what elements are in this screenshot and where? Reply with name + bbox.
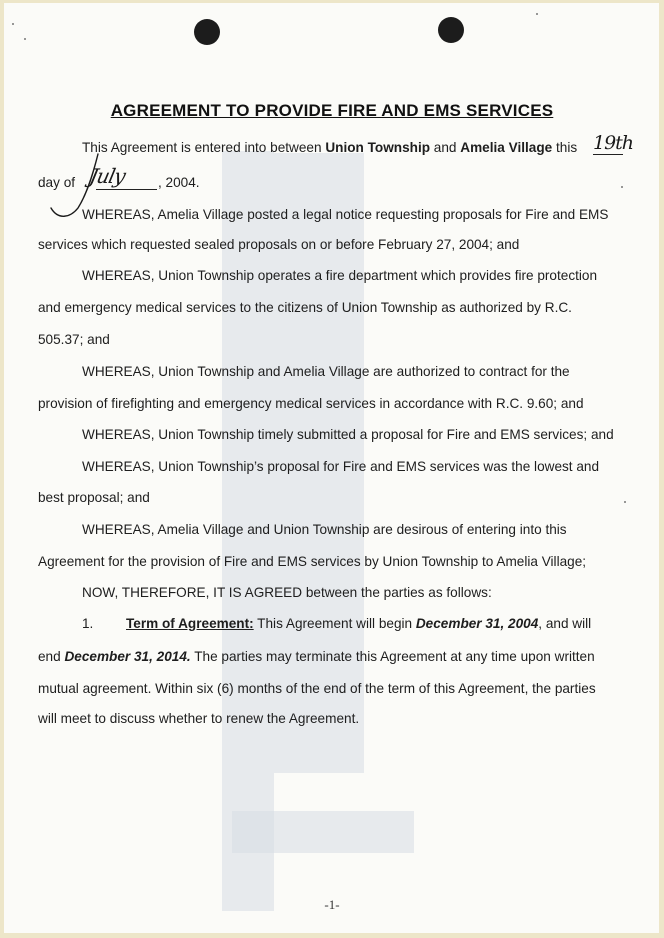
section-text-2: , and will <box>538 616 592 631</box>
party-amelia-village: Amelia Village <box>460 140 553 155</box>
scan-speck <box>536 13 538 15</box>
whereas-5-line-1: WHEREAS, Union Township’s proposal for Fire and EMS services was the lowest and <box>82 459 600 474</box>
handwritten-day: 19th <box>593 132 634 154</box>
punch-hole-left <box>194 19 220 45</box>
section-text-3: end <box>38 649 65 664</box>
section-1-line-4: will meet to discuss whether to renew the Agreement. <box>38 711 360 726</box>
scan-speck <box>12 23 14 25</box>
party-union-township: Union Township <box>325 140 431 155</box>
intro-text-c: this <box>552 140 578 155</box>
section-1-line-1 <box>82 615 591 633</box>
whereas-2-line-3: 505.37; and <box>38 332 110 347</box>
section-1-line-3: mutual agreement. Within six (6) months of the end of the term of this Agreement, the parties <box>38 681 596 696</box>
whereas-3-line-2: provision of firefighting and emergency medical services in accordance with R.C. 9.60; and <box>38 396 584 411</box>
section-number: 1. <box>82 616 94 631</box>
intro-text-b: and <box>430 140 461 155</box>
whereas-2-line-2: and emergency medical services to the citizens of Union Township as authorized by R.C. <box>38 300 572 315</box>
start-date: December 31, 2004 <box>415 616 539 631</box>
month-underline <box>96 189 157 190</box>
end-date: December 31, 2014. <box>64 649 191 664</box>
whereas-6-line-2: Agreement for the provision of Fire and EMS services by Union Township to Amelia Village; <box>38 554 587 569</box>
section-text-1: This Agreement will begin <box>253 616 416 631</box>
day-underline <box>593 154 623 155</box>
whereas-6-line-1: WHEREAS, Amelia Village and Union Township are desirous of entering into this <box>82 522 567 537</box>
document-title: AGREEMENT TO PROVIDE FIRE AND EMS SERVICES <box>110 101 554 120</box>
year-text: , 2004. <box>158 175 200 190</box>
section-1-line-2 <box>38 648 595 666</box>
scan-shadow-lower <box>232 811 414 853</box>
now-therefore-line: NOW, THEREFORE, IT IS AGREED between the parties as follows: <box>82 585 492 600</box>
handwritten-month: July <box>48 150 163 222</box>
whereas-4-line-1: WHEREAS, Union Township timely submitted a proposal for Fire and EMS services; and <box>82 427 614 442</box>
whereas-1-line-1: WHEREAS, Amelia Village posted a legal notice requesting proposals for Fire and EMS <box>82 207 609 222</box>
whereas-1-line-2: services which requested sealed proposals on or before February 27, 2004; and <box>38 237 520 252</box>
day-of-label: day of <box>38 175 76 190</box>
section-heading: Term of Agreement: <box>126 616 254 631</box>
page-number: -1- <box>324 897 340 912</box>
scan-speck <box>624 501 626 503</box>
whereas-5-line-2: best proposal; and <box>38 490 150 505</box>
scan-speck <box>621 186 623 188</box>
intro-text-a: This Agreement is entered into between <box>82 140 326 155</box>
whereas-3-line-1: WHEREAS, Union Township and Amelia Village are authorized to contract for the <box>82 364 570 379</box>
section-text-4: The parties may terminate this Agreement at any time upon written <box>190 649 595 664</box>
scan-speck <box>24 38 26 40</box>
whereas-2-line-1: WHEREAS, Union Township operates a fire department which provides fire protection <box>82 268 598 283</box>
punch-hole-right <box>438 17 464 43</box>
